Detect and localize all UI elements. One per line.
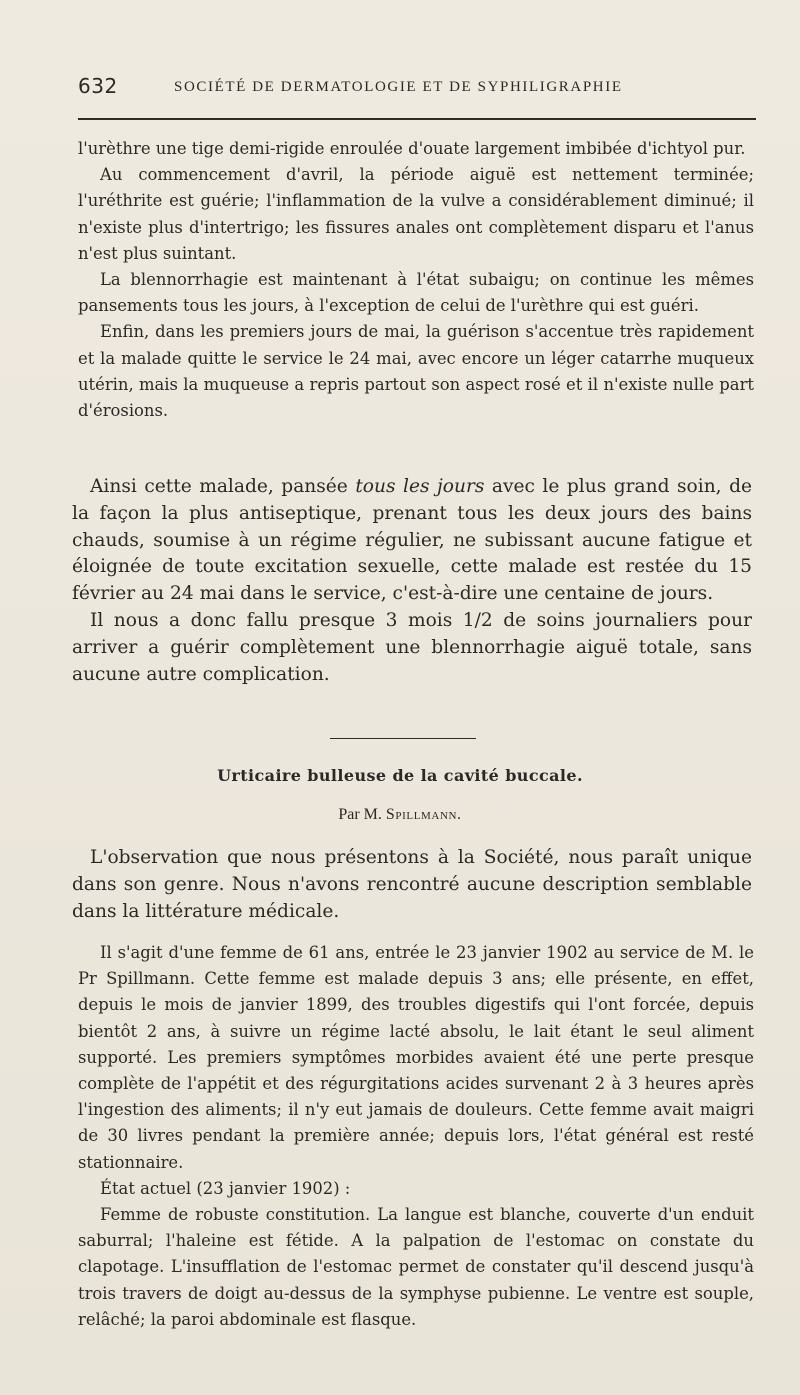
section-divider	[330, 738, 476, 739]
text-run: Ainsi cette malade, pansée	[90, 476, 356, 497]
paragraph: Au commencement d'avril, la période aiguë est nettement terminée; l'uréthrite est guérie; l'inflammation de la vulve a considérablement diminué; il n'existe plus d'intertrigo; les fissures anales ont complètement disparu et l'anus n'est plus suintant.	[78, 165, 754, 263]
text-run: avec le plus grand soin, de la façon la plus antiseptique, prenant tous les deux jours des bains chauds, soumise à un régime régulier, ne subissant aucune fatigue et éloignée de toute excitation sexuelle, cette malade est restée du 15 février au 24 mai dans le service, c'est-à-dire une centaine de jours.	[72, 476, 752, 605]
paragraph: Enfin, dans les premiers jours de mai, la guérison s'accentue très rapidement et la malade quitte le service le 24 mai, avec encore un léger catarrhe muqueux utérin, mais la muqueuse a repris partout son aspect rosé et il n'existe nulle part d'érosions.	[78, 322, 754, 421]
italic-text: tous les jours	[355, 476, 485, 497]
introduction	[72, 845, 752, 925]
paragraph	[72, 474, 752, 608]
paragraph: Femme de robuste constitution. La langue est blanche, couverte d'un enduit saburral; l'haleine est fétide. A la palpation de l'estomac on constate du clapotage. L'insufflation de l'estomac permet de constater qu'il descend jusqu'à trois travers de doigt au-dessus de la symphyse pubienne. Le ventre est souple, relâché; la paroi abdominale est flasque.	[78, 1205, 754, 1329]
paragraph: Il s'agit d'une femme de 61 ans, entrée le 23 janvier 1902 au service de M. le Pr Spillmann. Cette femme est malade depuis 3 ans; elle présente, en effet, depuis le mois de janvier 1899, des troubles digestifs qui l'ont forcée, depuis bientôt 2 ans, à suivre un régime lacté absolu, le lait étant le seul aliment supporté. Les premiers symptômes morbides avaient été une perte presque complète de l'appétit et des régurgitations acides survenant 2 à 3 heures après l'ingestion des aliments; il n'y eut jamais de douleurs. Cette femme avait maigri de 30 livres pendant la première année; depuis lors, l'état général est resté stationnaire.	[78, 943, 754, 1172]
paragraph: Il nous a donc fallu presque 3 mois 1/2 de soins journaliers pour arriver a guérir complètement une blennorrhagie aiguë totale, sans aucune autre complication.	[72, 609, 752, 685]
paragraph: L'observation que nous présentons à la Société, nous paraît unique dans son genre. Nous n'avons rencontré aucune description semblable dans la littérature médicale.	[72, 847, 752, 922]
case-continuation	[78, 136, 754, 424]
author-line	[0, 806, 800, 824]
observation	[78, 940, 754, 1333]
header-rule	[78, 118, 756, 120]
paragraph: l'urèthre une tige demi-rigide enroulée d'ouate largement imbibée d'ichtyol pur.	[78, 139, 746, 158]
author-prefix: Par M.	[338, 806, 386, 823]
author-name: Spillmann.	[385, 806, 462, 823]
paragraph: La blennorrhagie est maintenant à l'état subaigu; on continue les mêmes pansements tous les jours, à l'exception de celui de l'urèthre qui est guéri.	[78, 270, 754, 316]
page-number: 632	[78, 74, 118, 98]
section-title: Urticaire bulleuse de la cavité buccale.	[217, 766, 583, 785]
page-header	[78, 74, 758, 104]
running-head: SOCIÉTÉ DE DERMATOLOGIE ET DE SYPHILIGRAPHIE	[174, 79, 623, 95]
conclusion	[72, 474, 752, 688]
paragraph: État actuel (23 janvier 1902) :	[100, 1178, 351, 1198]
